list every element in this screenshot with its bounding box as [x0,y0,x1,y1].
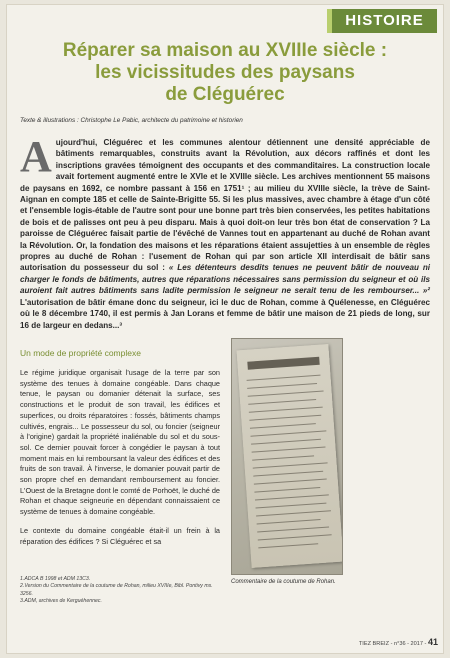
manuscript-photo [231,338,343,575]
intro-text-part1: ujourd'hui, Cléguérec et les communes alentour détiennent une densité appréciable de bâtiments remarquables, construits avant la Révolution, aux décors raffinés et dont les inscriptions gravées témoignent des occupants et des commanditaires. La construction locale avait fortement augmenté entre le XVIe et le XVIIIe siècle. Les archives mentionnent 55 maisons de paysans en 1692, ce nombre passant à 156 en 1751¹ ; au milieu du XVIIIe siècle, la trève de Saint-Aignan en compte 185 et celle de Sainte-Brigitte 55. Si les plus massives, avec chambre à étage d'un côté et l'ensemble logis-étable de l'autre sont pour une bonne part très bien conservées, les petites habitations de bois et de palisses ont peu à peu disparu. Mais à quoi doit-on leur très bon état de conservation ? La paroisse de Cléguérec faisait partie de l'évêché de Vannes tout en appartenant au duché de Rohan avant la Révolution. Or, la fondation des maisons et les réparations étaient assujetties à un ensemble de règles propres au duché de Rohan : l'usement de Rohan qui par son article XII interdisait de bâtir sans autorisation du possesseur du sol : [20,138,430,273]
magazine-name: TIEZ BREIZ [358,641,390,647]
article-title [20,40,430,106]
body-paragraph-2: Le contexte du domaine congéable était-il un frein à la réparation des édifices ? Si Cléguérec et sa [20,525,220,546]
intro-paragraph [20,132,431,331]
section-heading: Un mode de propriété complexe [20,348,141,358]
footnotes [20,576,220,606]
body-paragraph-1: Le régime juridique organisait l'usage de la terre par son système des tenues à domaine congéable. Dans chaque tenue, le paysan ou domanier détenait la surface, ses constructions et le produit de son travail, les édifices et superfices, ou droits réparatoires : fossés, bâtiments champs cultivés, engrais... Le possesseur du sol, ou foncier (seigneur à l'origine) gardait la propriété inaliénable du sol et du sous-sol. Ce dernier pouvait forcer à congédier le paysan à tout moment mais en lui remboursant la valeur des édifices et des fruits de son travail. À l'inverse, le domanier pouvait partir de son propre chef en demandant remboursement au foncier. L'Ouest de la Bretagne dont le comté de Porhoët, le duché de Rohan et chaque seigneurie en dépendant connaissaient ce système de tenues à domaine congéable. [20,368,220,517]
figure-caption: Commentaire de la coutume de Rohan. [231,579,336,585]
footnote-3: 3.ADM, archives de Kerguéhennec. [20,598,102,605]
footnote-1: 1.ADCA B 1998 et ADM 13C3. [20,576,91,582]
section-label: HISTOIRE [327,9,437,33]
byline-author: Christophe Le Pabic, architecte du patrimoine et historien [80,117,243,124]
intro-quote: « Les détenteurs desdits tenues ne peuvent bâtir de nouveau ni charger le fonds de bâtiments, autres que réparations nécessaires sans permission du seigneur et où ils auroient fait autres bâtiments sans ladite permission le seigneur ne serait tenu de les rembourser... »² [20,263,431,296]
title-line-2: les vicissitudes des paysans [95,62,355,83]
title-line-1: Réparer sa maison au XVIIIe siècle : [62,40,388,61]
byline [20,117,430,125]
page-footer [359,637,438,647]
issue-info: - n°36 - 2017 - [390,641,427,647]
drop-cap: A [20,132,52,181]
page-number: 41 [427,637,438,647]
intro-text-part2: L'autorisation de bâtir émane donc du seigneur, ici le duc de Rohan, comme à Quélenesse, en Cléguérec où le 8 décembre 1740, il est permis à Jan Lorans et femme de bâtir une maison de 21 pieds de long, sur 16 de largeur en dedans...³ [20,297,430,330]
byline-label: Texte & illustrations : [20,117,79,124]
manuscript-heading [247,357,319,370]
body-column [20,368,220,547]
title-line-3: de Cléguérec [165,84,285,105]
manuscript-page [237,344,343,568]
footnote-2: 2.Version du Commentaire de la coutume de Rohan, milieu XVIIIe, Bibl. Pontivy ms. 3256. [20,583,213,597]
